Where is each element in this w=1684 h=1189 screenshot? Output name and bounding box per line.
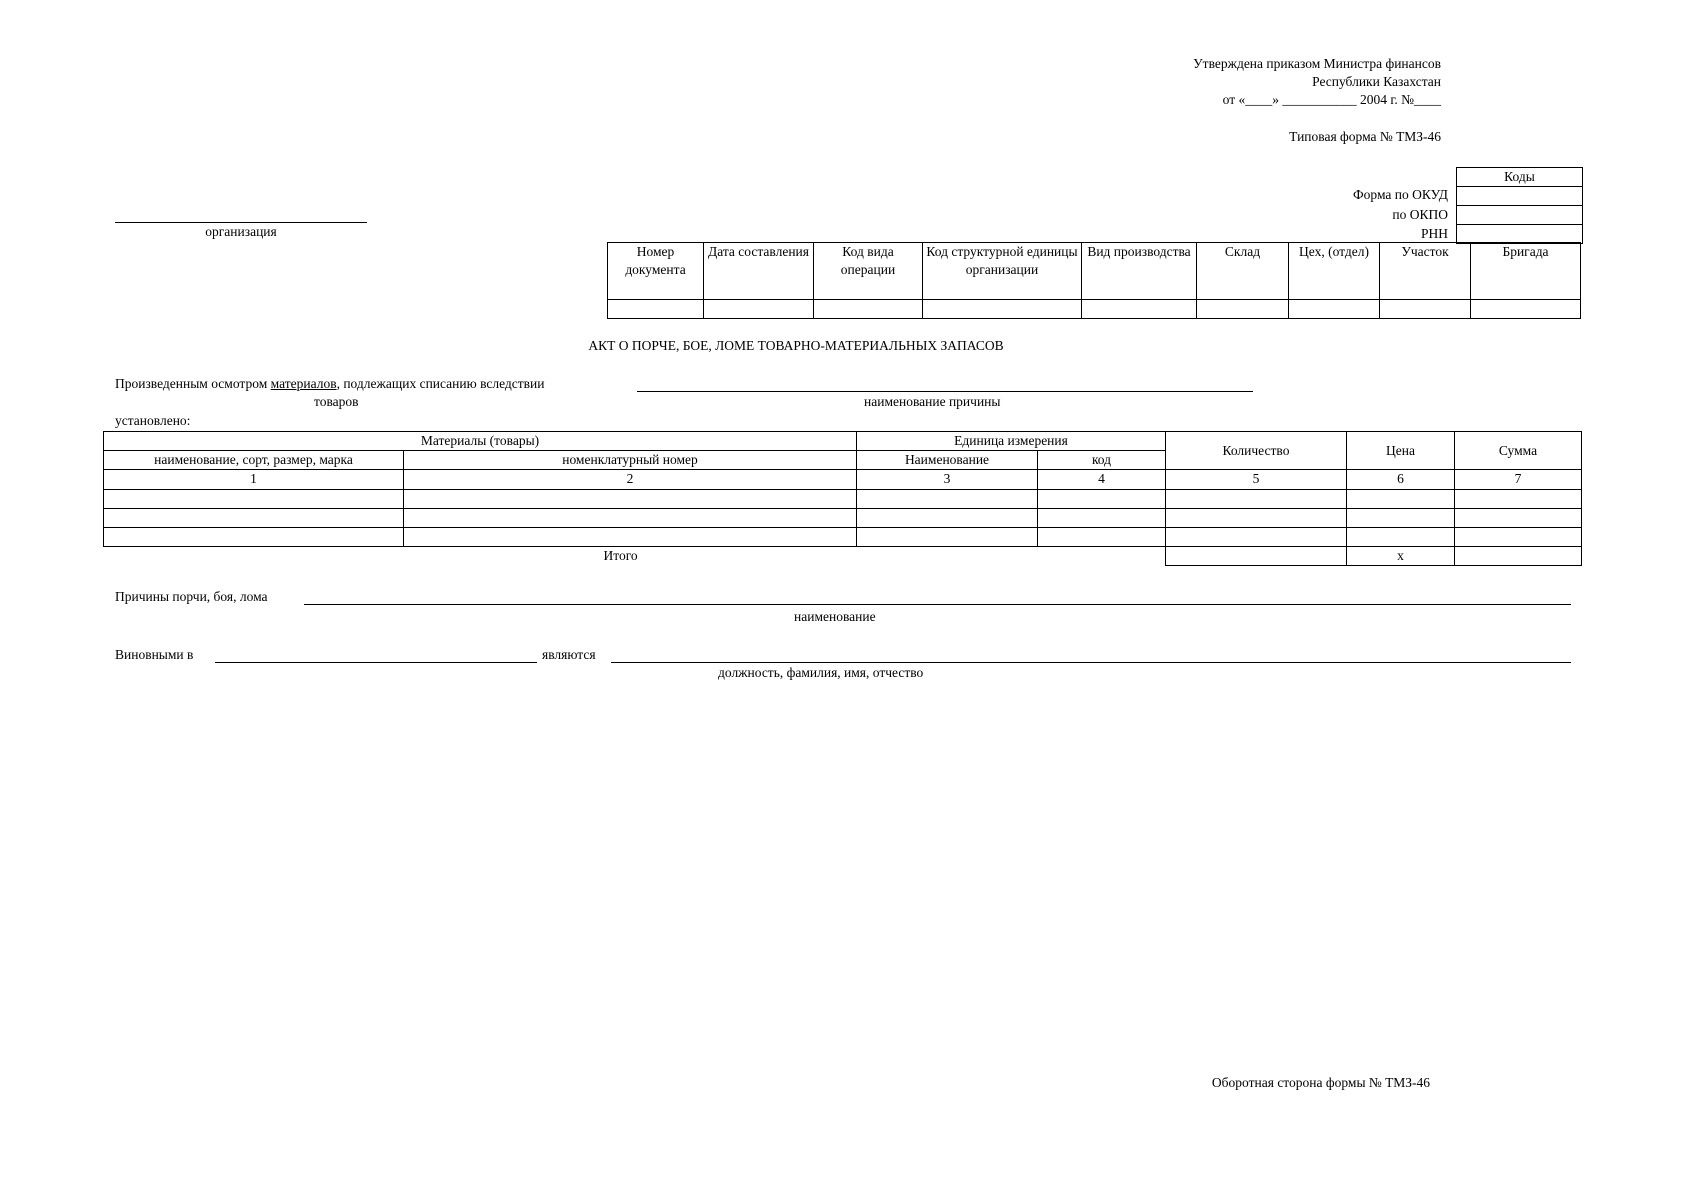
guilty-department-line[interactable] <box>215 662 537 663</box>
table-cell[interactable] <box>1038 527 1166 546</box>
table-cell[interactable] <box>1347 489 1455 508</box>
table-cell[interactable] <box>1455 489 1582 508</box>
production-type-cell[interactable] <box>1082 300 1197 319</box>
guilty-caption: должность, фамилия, имя, отчество <box>718 665 924 680</box>
operation-code-cell[interactable] <box>814 300 923 319</box>
materials-word: материалов <box>270 376 337 391</box>
causes-label: Причины порчи, боя, лома <box>115 589 268 604</box>
workshop-header: Цех, (отдел) <box>1289 243 1380 300</box>
section-cell[interactable] <box>1380 300 1471 319</box>
codes-header: Коды <box>1457 168 1583 187</box>
nomenclature-column-header: номенклатурный номер <box>404 451 857 470</box>
column-number: 5 <box>1166 470 1347 489</box>
doc-number-cell[interactable] <box>608 300 704 319</box>
table-cell[interactable] <box>404 489 857 508</box>
table-cell[interactable] <box>404 508 857 527</box>
table-cell[interactable] <box>1347 508 1455 527</box>
established-label: установлено: <box>115 413 191 428</box>
approval-line-3: от «____» ___________ 2004 г. №____ <box>1222 92 1441 107</box>
warehouse-header: Склад <box>1197 243 1289 300</box>
form-type: Типовая форма № ТМЗ-46 <box>1289 129 1441 144</box>
column-number: 7 <box>1455 470 1582 489</box>
inspection-line <box>115 376 545 392</box>
doc-date-cell[interactable] <box>704 300 814 319</box>
okpo-label: по ОКПО <box>1392 207 1448 222</box>
table-cell[interactable] <box>1455 527 1582 546</box>
form-footer: Оборотная сторона формы № ТМЗ-46 <box>1211 1075 1430 1090</box>
column-number: 4 <box>1038 470 1166 489</box>
document-header-table <box>607 242 1581 319</box>
table-cell[interactable] <box>1166 489 1347 508</box>
table-cell[interactable] <box>104 527 404 546</box>
causes-caption: наименование <box>794 609 876 624</box>
operation-code-header: Код вида операции <box>814 243 923 300</box>
total-sum-cell[interactable] <box>1455 546 1582 565</box>
structural-unit-header: Код структурной единицы организации <box>923 243 1082 300</box>
total-price-mark: x <box>1347 546 1455 565</box>
causes-input-line[interactable] <box>304 604 1571 605</box>
rnn-code-cell[interactable] <box>1457 225 1583 244</box>
table-cell[interactable] <box>1347 527 1455 546</box>
inspection-prefix: Произведенным осмотром <box>115 376 268 391</box>
rnn-label: РНН <box>1420 226 1448 241</box>
unit-code-column-header: код <box>1038 451 1166 470</box>
materials-group-header: Материалы (товары) <box>104 432 857 451</box>
doc-number-header: Номер документа <box>608 243 704 300</box>
column-number: 3 <box>857 470 1038 489</box>
unit-group-header: Единица измерения <box>857 432 1166 451</box>
table-cell[interactable] <box>857 527 1038 546</box>
inspection-suffix: , подлежащих списанию вследствии <box>336 376 545 391</box>
table-cell[interactable] <box>857 508 1038 527</box>
okpo-code-cell[interactable] <box>1457 206 1583 225</box>
production-type-header: Вид производства <box>1082 243 1197 300</box>
table-cell[interactable] <box>1038 489 1166 508</box>
codes-table <box>1456 167 1583 244</box>
brigade-cell[interactable] <box>1471 300 1581 319</box>
guilty-label: Виновными в <box>115 647 194 662</box>
organization-caption: организация <box>205 224 277 239</box>
total-label: Итого <box>104 546 1166 565</box>
goods-caption: товаров <box>314 394 359 409</box>
organization-line[interactable] <box>115 222 367 223</box>
total-quantity-cell[interactable] <box>1166 546 1347 565</box>
reason-input-line[interactable] <box>637 391 1253 392</box>
column-number: 1 <box>104 470 404 489</box>
table-cell[interactable] <box>1038 508 1166 527</box>
doc-date-header: Дата составления <box>704 243 814 300</box>
materials-table <box>103 431 1582 566</box>
total-row <box>104 546 1582 565</box>
structural-unit-cell[interactable] <box>923 300 1082 319</box>
guilty-middle-label: являются <box>542 647 596 662</box>
section-header: Участок <box>1380 243 1471 300</box>
warehouse-cell[interactable] <box>1197 300 1289 319</box>
approval-line-2: Республики Казахстан <box>1312 74 1441 89</box>
table-cell[interactable] <box>104 508 404 527</box>
quantity-header: Количество <box>1166 432 1347 470</box>
workshop-cell[interactable] <box>1289 300 1380 319</box>
okud-code-cell[interactable] <box>1457 187 1583 206</box>
table-cell[interactable] <box>857 489 1038 508</box>
document-title: АКТ О ПОРЧЕ, БОЕ, ЛОМЕ ТОВАРНО-МАТЕРИАЛЬНЫХ ЗАПАСОВ <box>588 338 1004 353</box>
table-cell[interactable] <box>1166 508 1347 527</box>
guilty-persons-line[interactable] <box>611 662 1571 663</box>
reason-caption: наименование причины <box>864 394 1001 409</box>
table-cell[interactable] <box>104 489 404 508</box>
name-column-header: наименование, сорт, размер, марка <box>104 451 404 470</box>
approval-line-1: Утверждена приказом Министра финансов <box>1193 56 1441 71</box>
unit-name-column-header: Наименование <box>857 451 1038 470</box>
price-header: Цена <box>1347 432 1455 470</box>
table-cell[interactable] <box>404 527 857 546</box>
table-row <box>104 489 1582 508</box>
column-number: 6 <box>1347 470 1455 489</box>
column-number: 2 <box>404 470 857 489</box>
table-cell[interactable] <box>1455 508 1582 527</box>
table-cell[interactable] <box>1166 527 1347 546</box>
brigade-header: Бригада <box>1471 243 1581 300</box>
table-row <box>104 508 1582 527</box>
okud-label: Форма по ОКУД <box>1352 187 1448 202</box>
sum-header: Сумма <box>1455 432 1582 470</box>
table-row <box>104 527 1582 546</box>
